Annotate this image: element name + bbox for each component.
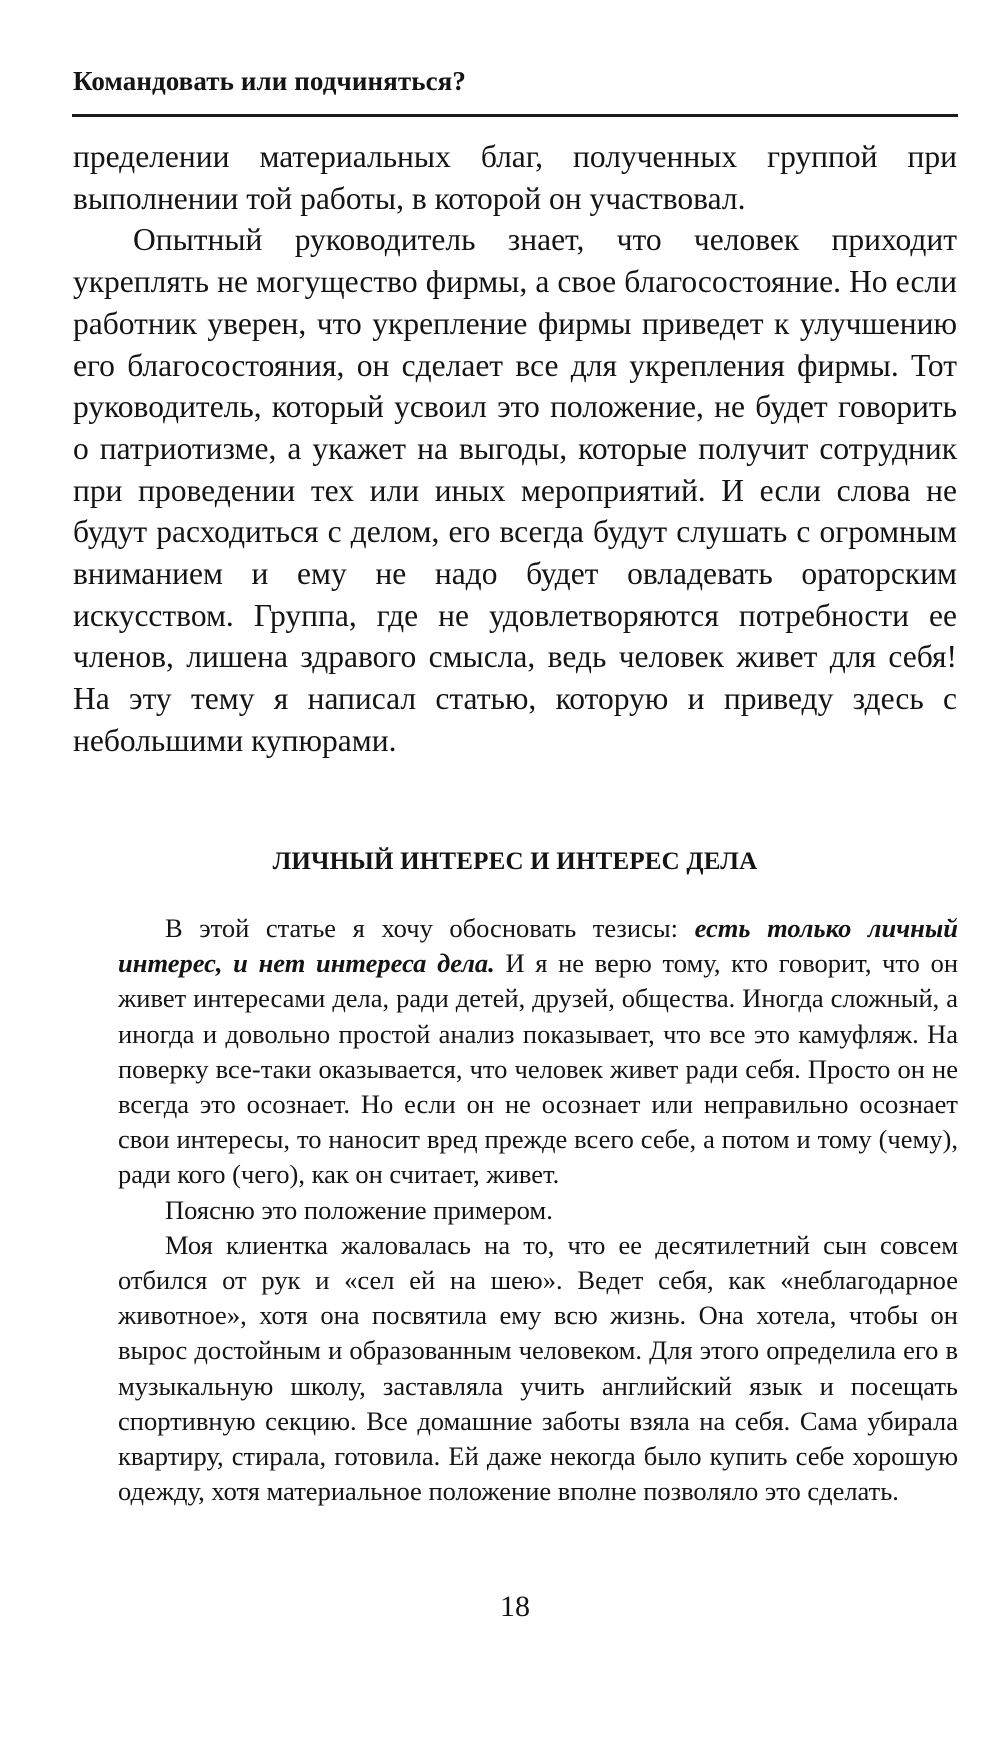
article-paragraph: Поясню это положение примером. xyxy=(165,1194,553,1225)
article-text xyxy=(118,911,958,1509)
running-title: Командовать или подчиняться? xyxy=(73,66,466,96)
main-text xyxy=(73,136,957,762)
paragraph-continuation: пределении материальных благ, полученных группой при выполнении той работы, в которой он участвовал. xyxy=(73,139,957,216)
thesis-emphasis: есть только личный интерес, и нет интереса дела. xyxy=(118,913,958,979)
article-paragraph-start: В этой статье я хочу обосновать тезисы: xyxy=(165,913,695,943)
article-paragraph xyxy=(118,911,958,1193)
paragraph: Опытный руководитель знает, что человек приходит укреплять не могущество фирмы, а свое благосостояние. Но если работник уверен, что укрепление фирмы приведет к улучшению его благосостояния, он сделает все для укрепления фирмы. Тот руководитель, который усвоил это положение, не будет говорить о патриотизме, а укажет на выгоды, которые получит сотрудник при проведении тех или иных мероприятий. И если слова не будут расходиться с делом, его всегда будут слушать с огромным вниманием и ему не надо будет овладевать ораторским искусством. Группа, где не удовлетворяются потребности ее членов, лишена здравого смысла, ведь человек живет для себя! На эту тему я написал статью, которую и приведу здесь с небольшими купюрами. xyxy=(73,222,957,758)
header-divider xyxy=(72,114,958,117)
article-paragraph-rest: И я не верю тому, кто говорит, что он живет интересами дела, ради детей, друзей, общества. Иногда сложный, а иногда и довольно простой анализ показывает, что все это камуфляж. На поверку все-таки оказывается, что человек живет ради себя. Просто он не всегда это осознает. Но если он не осознает или неправильно осознает свои интересы, то наносит вред прежде всего себе, а потом и тому (чему), ради кого (чего), как он считает, живет. xyxy=(118,948,958,1190)
article-paragraph: Моя клиентка жаловалась на то, что ее десятилетний сын совсем отбился от рук и «сел ей на шею». Ведет себя, как «неблагодарное животное», хотя она посвятила ему всю жизнь. Она хотела, чтобы он вырос достойным и образованным человеком. Для этого определила его в музыкальную школу, заставляла учить английский язык и посещать спортивную секцию. Все домашние заботы взяла на себя. Сама убирала квартиру, стирала, готовила. Ей даже некогда было купить себе хорошую одежду, хотя материальное положение вполне позволяло это сделать. xyxy=(118,1229,958,1507)
page-number: 18 xyxy=(500,1590,530,1623)
article-heading: ЛИЧНЫЙ ИНТЕРЕС И ИНТЕРЕС ДЕЛА xyxy=(272,848,758,875)
